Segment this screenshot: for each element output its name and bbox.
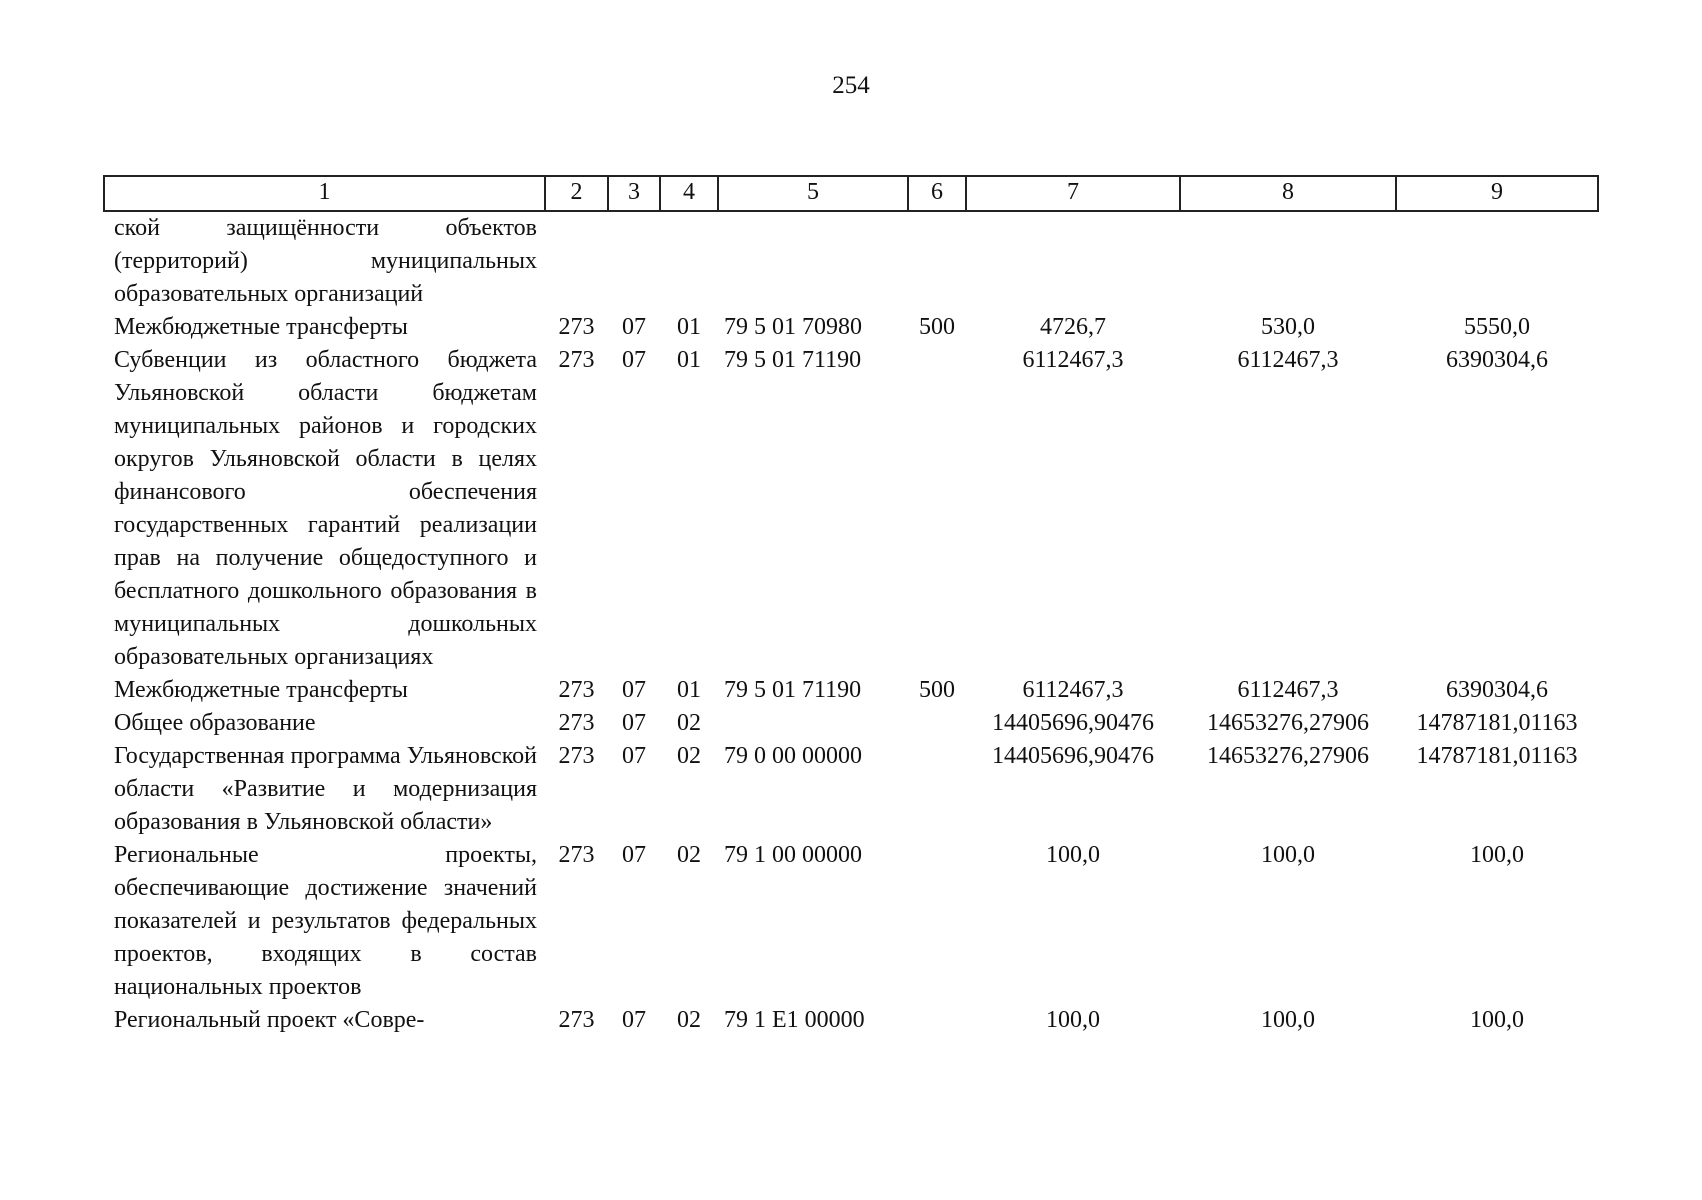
cell-col-6	[908, 1004, 966, 1037]
header-col-2: 2	[545, 176, 608, 211]
table-row	[104, 674, 1598, 707]
cell-col-3: 07	[622, 1007, 646, 1033]
header-col-5: 5	[718, 176, 908, 211]
cell-col-7: 100,0	[1046, 842, 1100, 868]
header-col-3: 3	[608, 176, 660, 211]
cell-col-2: 273	[558, 743, 595, 769]
cell-col-8: 530,0	[1261, 314, 1315, 340]
cell-col-6: 500	[919, 677, 955, 703]
row-label: Региональные проекты, обеспечивающие достижение значений показателей и результатов федеральных проектов, входящих в состав национальных проектов	[114, 842, 537, 1000]
table-row	[104, 344, 1598, 674]
table-row	[104, 211, 1598, 311]
cell-col-5	[718, 211, 908, 311]
cell-col-2: 273	[558, 314, 595, 340]
cell-col-8: 100,0	[1261, 1007, 1315, 1033]
cell-col-3: 07	[622, 677, 646, 703]
cell-col-9: 14787181,01163	[1416, 710, 1578, 736]
header-row	[104, 176, 1598, 211]
cell-col-2: 273	[558, 1007, 595, 1033]
cell-col-4: 01	[677, 347, 701, 373]
cell-col-5: 79 1 E1 00000	[724, 1007, 865, 1033]
cell-col-9: 14787181,01163	[1416, 743, 1578, 769]
cell-col-6	[908, 707, 966, 740]
row-label: Межбюджетные трансферты	[114, 677, 408, 703]
page-number: 254	[832, 72, 870, 99]
header-col-9: 9	[1396, 176, 1598, 211]
row-label: ской защищённости объектов (территорий) муниципальных образовательных организаций	[114, 215, 537, 307]
row-label: Межбюджетные трансферты	[114, 314, 408, 340]
cell-col-7: 14405696,90476	[992, 710, 1154, 736]
cell-col-5: 79 1 00 00000	[724, 842, 862, 868]
cell-col-8: 6112467,3	[1237, 677, 1339, 703]
table-row	[104, 1004, 1598, 1037]
cell-col-9: 5550,0	[1464, 314, 1530, 340]
cell-col-6	[908, 211, 966, 311]
cell-col-6: 500	[919, 314, 955, 340]
row-label: Государственная программа Ульяновской области «Развитие и модернизация образования в Ульяновской области»	[114, 743, 537, 835]
cell-col-4: 02	[677, 710, 701, 736]
header-col-7: 7	[966, 176, 1180, 211]
cell-col-8	[1180, 211, 1396, 311]
table-row	[104, 839, 1598, 1004]
cell-col-3	[608, 211, 660, 311]
cell-col-8: 14653276,27906	[1207, 743, 1369, 769]
cell-col-7: 6112467,3	[1022, 347, 1124, 373]
cell-col-9: 6390304,6	[1446, 677, 1548, 703]
cell-col-9: 100,0	[1470, 1007, 1524, 1033]
cell-col-8: 100,0	[1261, 842, 1315, 868]
cell-col-9: 6390304,6	[1446, 347, 1548, 373]
row-label: Региональный проект «Совре-	[114, 1007, 425, 1033]
header-col-4: 4	[660, 176, 718, 211]
cell-col-7: 4726,7	[1040, 314, 1106, 340]
cell-col-9: 100,0	[1470, 842, 1524, 868]
cell-col-5: 79 5 01 70980	[724, 314, 862, 340]
cell-col-3: 07	[622, 347, 646, 373]
cell-col-6	[908, 740, 966, 839]
cell-col-4: 01	[677, 314, 701, 340]
budget-table	[103, 175, 1599, 1037]
cell-col-5	[718, 707, 908, 740]
cell-col-7: 100,0	[1046, 1007, 1100, 1033]
header-col-1: 1	[104, 176, 545, 211]
cell-col-2: 273	[558, 710, 595, 736]
cell-col-5: 79 0 00 00000	[724, 743, 862, 769]
table-row	[104, 707, 1598, 740]
cell-col-4: 02	[677, 743, 701, 769]
cell-col-4: 01	[677, 677, 701, 703]
cell-col-2: 273	[558, 842, 595, 868]
table-row	[104, 740, 1598, 839]
cell-col-9	[1396, 211, 1598, 311]
cell-col-7: 6112467,3	[1022, 677, 1124, 703]
cell-col-2	[545, 211, 608, 311]
row-label: Субвенции из областного бюджета Ульяновской области бюджетам муниципальных районов и городских округов Ульяновской области в целях финансового обеспечения государственных гарантий реализации прав на получение общедоступного и бесплатного дошкольного образования в муниципальных дошкольных образовательных организациях	[114, 347, 537, 670]
cell-col-7: 14405696,90476	[992, 743, 1154, 769]
header-col-6: 6	[908, 176, 966, 211]
cell-col-5: 79 5 01 71190	[724, 677, 862, 703]
row-label: Общее образование	[114, 710, 316, 736]
cell-col-3: 07	[622, 314, 646, 340]
cell-col-4: 02	[677, 842, 701, 868]
cell-col-3: 07	[622, 842, 646, 868]
table-row	[104, 311, 1598, 344]
cell-col-3: 07	[622, 710, 646, 736]
cell-col-7	[966, 211, 1180, 311]
cell-col-8: 6112467,3	[1237, 347, 1339, 373]
cell-col-3: 07	[622, 743, 646, 769]
cell-col-2: 273	[558, 347, 595, 373]
cell-col-6	[908, 839, 966, 1004]
cell-col-2: 273	[558, 677, 595, 703]
cell-col-4	[660, 211, 718, 311]
cell-col-8: 14653276,27906	[1207, 710, 1369, 736]
header-col-8: 8	[1180, 176, 1396, 211]
cell-col-4: 02	[677, 1007, 701, 1033]
cell-col-6	[908, 344, 966, 674]
cell-col-5: 79 5 01 71190	[724, 347, 862, 373]
